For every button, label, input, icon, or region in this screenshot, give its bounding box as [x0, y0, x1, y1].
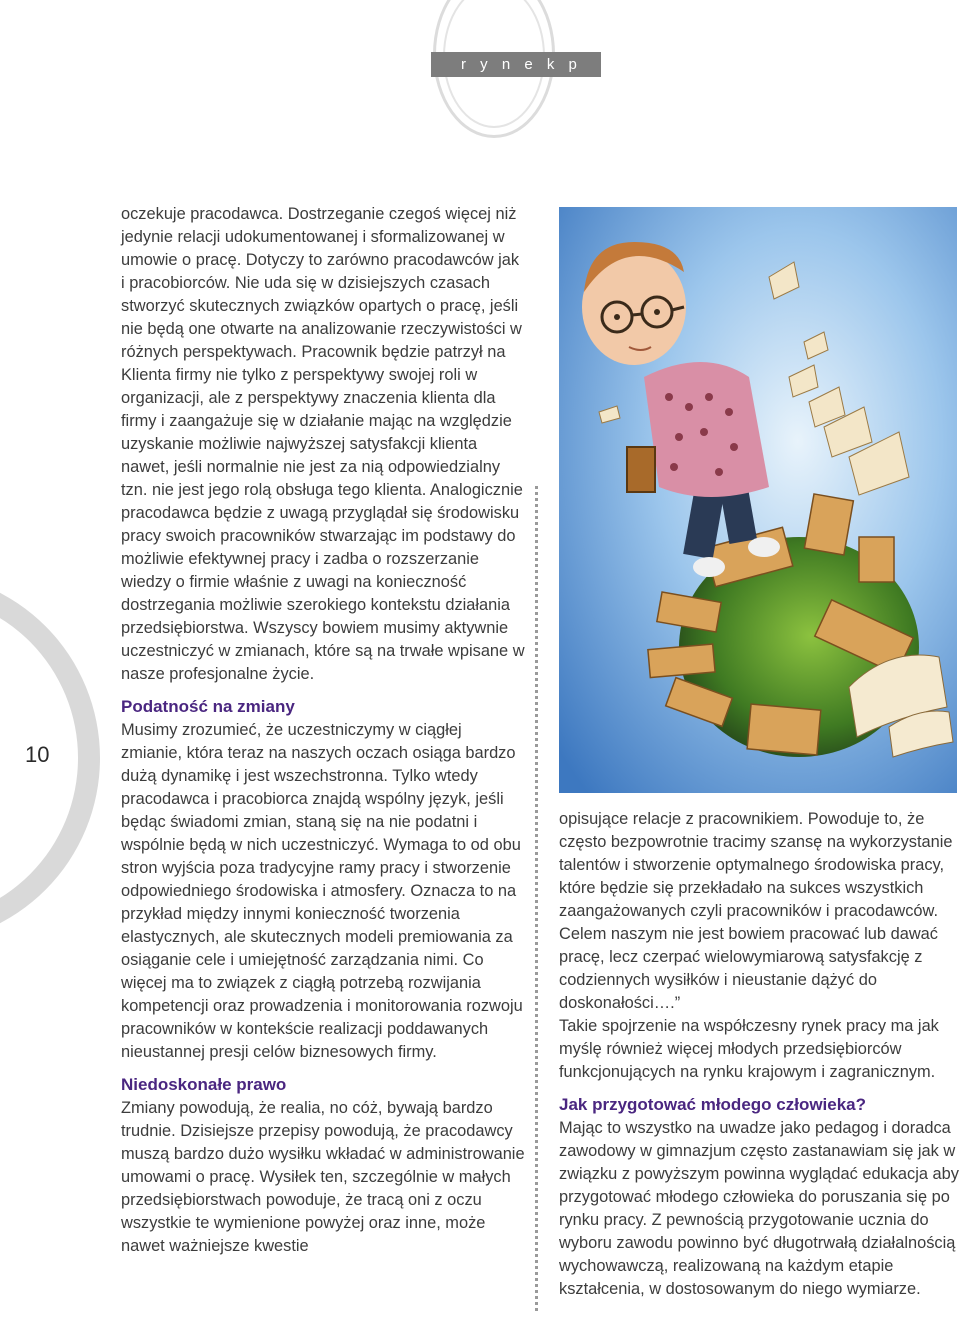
right-paragraph-3: Mając to wszystko na uwadze jako pedagog i doradca zawodowy w gimnazjum często zastanawiam się jak w związku z powyższym powinna wyglądać edukacja aby przygotować młodego człowieka do poruszania się po rynku pracy. Z pewnością przygotowanie ucznia do wyboru zawodu powinno być długotrwałą działalnością wychowawczą, realizowaną na każdym etapie kształcenia, w dostosowanym do niego wymiarze.: [559, 1119, 959, 1298]
boy-with-glasses-on-small-planet-of-books-icon: [559, 207, 957, 793]
left-column: [121, 203, 526, 1258]
column-divider: [535, 486, 538, 1311]
heading-podatnosc: Podatność na zmiany: [121, 697, 295, 716]
heading-niedoskonale-prawo: Niedoskonałe prawo: [121, 1075, 287, 1094]
right-paragraph-2: Takie spojrzenie na współczesny rynek pracy ma jak myślę również więcej młodych przedsiębiorców funkcjonujących na rynku krajowym i zagranicznym.: [559, 1017, 939, 1081]
left-paragraph-2: Musimy zrozumieć, że uczestniczymy w ciągłej zmianie, która teraz na naszych oczach osiąga bardzo dużą dynamikę i jest wszechstronna. Tylko wtedy pracodawca i pracobiorca znajdą wspólny język, jeśli będąc świadomi zmian, staną się na nie podatni i wspólnie będą w nich uczestniczyć. Wymaga to od obu stron wyjścia poza tradycyjne ramy pracy i stworzenie odpowiedniego środowiska i atmosfery. Oznacza to na przykład między innymi konieczność tworzenia elastycznych, ale skutecznych modeli premiowania za osiąganie cele i umiejętność zarządzania nimi. Co więcej ma to związek z ciągłą potrzebą rozwijania kompetencji oraz prowadzenia i monitorowania rozwoju pracowników w kontekście realizacji poddawanych nieustannej presji celów biznesowych firmy.: [121, 721, 523, 1061]
heading-jak-przygotowac: Jak przygotować młodego człowieka?: [559, 1095, 867, 1114]
page-number: 10: [25, 742, 50, 767]
right-column: [559, 808, 959, 1301]
section-header: r y n e k p r a c y: [431, 52, 601, 77]
side-decorative-ring: [0, 572, 100, 944]
left-paragraph-1: oczekuje pracodawca. Dostrzeganie czegoś więcej niż jedynie relacji udokumentowanej i sformalizowanej w umowie o pracę. Dotyczy to zarówno pracodawców jak i pracobiorców. Nie uda się w dzisiejszych czasach stworzyć skutecznych związków opartych o pracę, jeśli nie będą one otwarte na analizowanie rzeczywistości w różnych perspektywach. Pracownik będzie patrzył na Klienta firmy nie tylko z perspektywy swojej roli w organizacji, ale z perspektywy znaczenia klienta dla firmy i zaangażuje się w działanie mając na względzie uzyskanie możliwie najwyższej satysfakcji klienta nawet, jeśli normalnie nie jest za nią odpowiedzialny tzn. nie jest jego rolą obsługa tego klienta. Analogicznie pracodawca będzie z uwagą przyglądał się środowisku pracy swoich pracowników stwarzając im podstawy do możliwie efektywnej pracy i zadba o rozszerzanie wiedzy o firmie właśnie z uwagi na konieczność dostrzegania możliwie szerokiego kontekstu działania przedsiębiorstwa. Wszyscy bowiem musimy aktywnie uczestniczyć w zmianach, które są na trwałe wpisane w nasze profesjonalne życie.: [121, 205, 525, 683]
right-paragraph-1: opisujące relacje z pracownikiem. Powoduje to, że często bezpowrotnie tracimy szansę na wykorzystanie talentów i stworzenie optymalnego środowiska pracy, które będzie się przekładało na sukces wszystkich zaangażowanych czyli pracowników i pracodawców. Celem naszym nie jest bowiem pracować lub dawać pracę, lecz czerpać wielowymiarową satysfakcję z codziennych wysiłków i nieustanie dążyć do doskonałości….”: [559, 810, 953, 1012]
left-paragraph-3: Zmiany powodują, że realia, no cóż, bywają bardzo trudnie. Dzisiejsze przepisy powodują, że pracodawcy muszą bardzo dużo wysiłku wkładać w administrowanie umowami o pracę. Wysiłek ten, szczególnie w małych przedsiębiorstwach powoduje, że tracą oni z oczu wszystkie te wymienione powyżej oraz inne, może nawet ważniejsze kwestie: [121, 1099, 525, 1255]
illustration-boy-on-book-planet: [559, 207, 957, 793]
